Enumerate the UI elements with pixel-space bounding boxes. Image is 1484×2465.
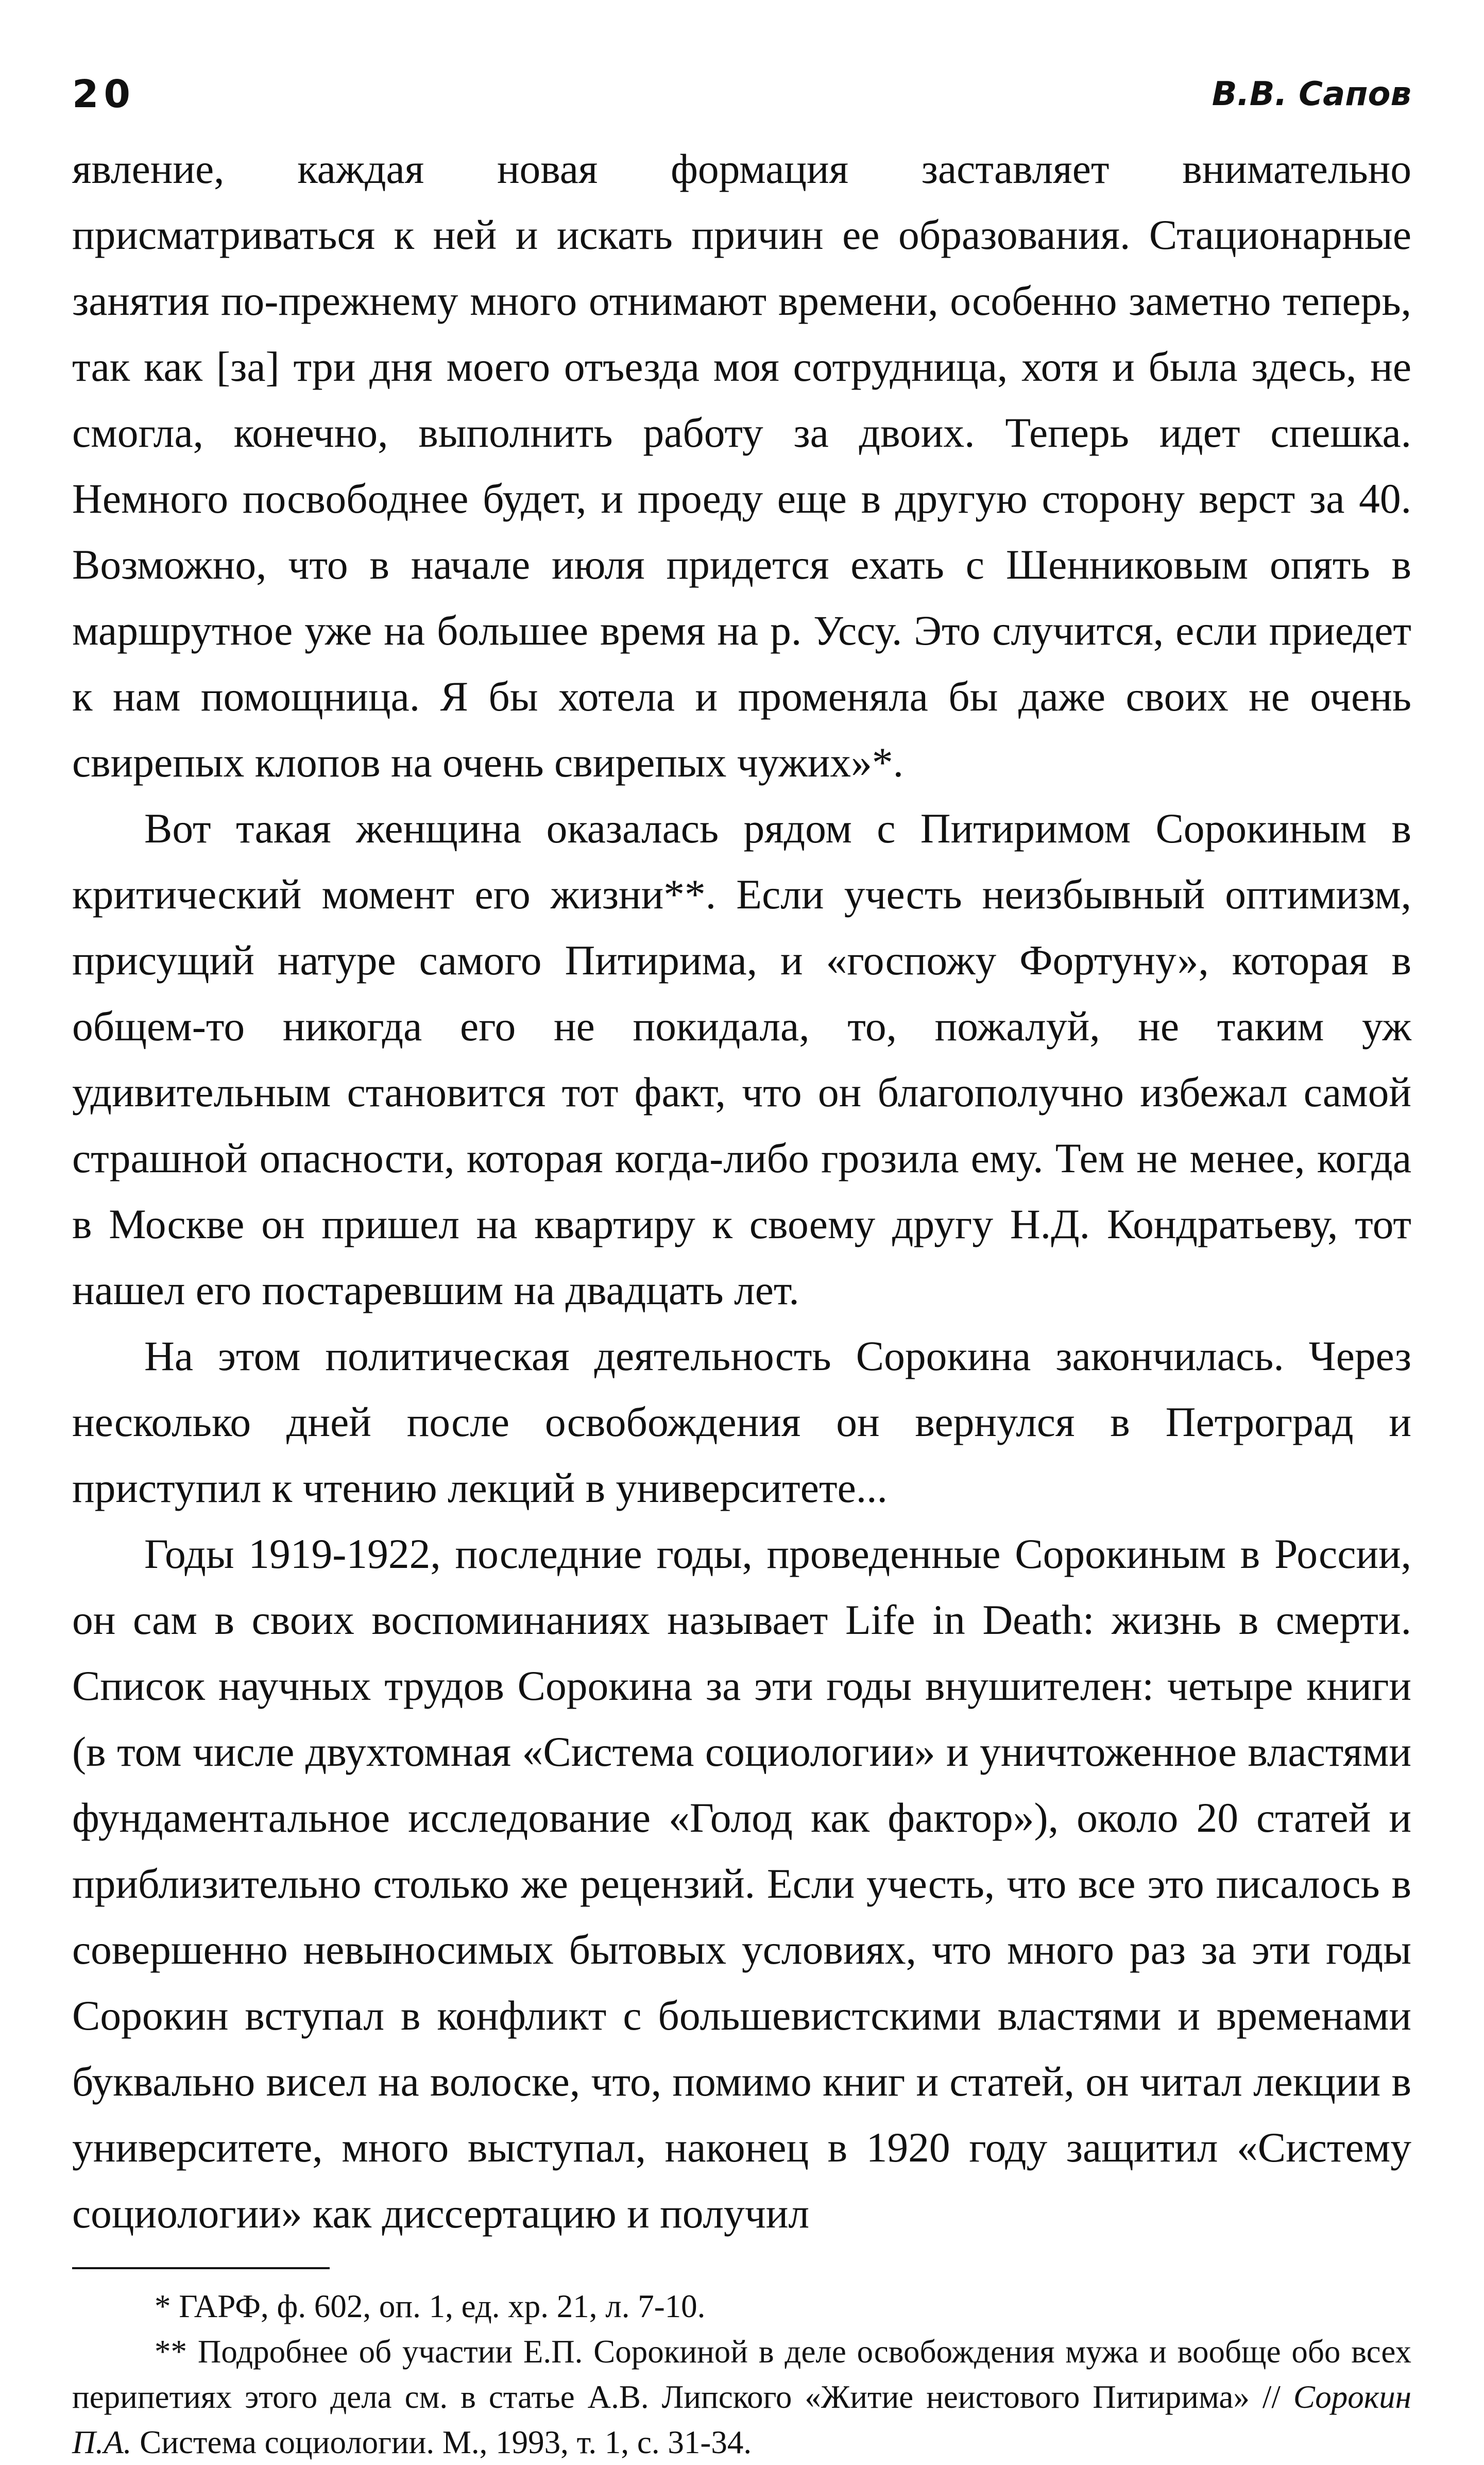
footnote-author: Сорокин П.А. (72, 2379, 1411, 2460)
book-page (72, 72, 1411, 2465)
paragraph: Вот такая женщина оказалась рядом с Питиримом Сорокиным в критический момент его жизни**. Если учесть неизбывный оптимизм, присущий натуре самого Питирима, и «госпожу Фортуну», которая в общем-то никогда его не покидала, то, пожалуй, не таким уж удивительным становится тот факт, что он благополучно избежал самой страшной опасности, которая когда-либо грозила ему. Тем не менее, когда в Москве он пришел на квартиру к своему другу Н.Д. Кондратьеву, тот нашел его постаревшим на двадцать лет. (72, 805, 1411, 1313)
body-text (72, 136, 1411, 2247)
page-header (72, 72, 1411, 129)
footnote-text: Система социологии. М., 1993, т. 1, с. 31-34. (131, 2424, 752, 2460)
page-number: 20 (72, 72, 135, 116)
running-head: В.В. Сапов (1212, 75, 1411, 113)
paragraph: На этом политическая деятельность Сорокина закончилась. Через несколько дней после освобождения он вернулся в Петроград и приступил к чтению лекций в университете... (72, 1332, 1411, 1511)
footnotes (72, 2284, 1411, 2465)
footnote-text: ** Подробнее об участии Е.П. Сорокиной в деле освобождения мужа и вообще обо всех перипетиях этого дела см. в статье А.В. Липского «Житие неистового Питирима» // (72, 2334, 1411, 2415)
footnote: * ГАРФ, ф. 602, оп. 1, ед. хр. 21, л. 7-10. (155, 2288, 706, 2324)
paragraph: Годы 1919-1922, последние годы, проведенные Сорокиным в России, он сам в своих воспоминаниях называет Life in Death: жизнь в смерти. Список научных трудов Сорокина за эти годы внушителен: четыре книги (в том числе двухтомная «Система социологии» и уничтоженное властями фундаментальное исследование «Голод как фактор»), около 20 статей и приблизительно столько же рецензий. Если учесть, что все это писалось в совершенно невыносимых бытовых условиях, что много раз за эти годы Сорокин вступал в конфликт с большевистскими властями и временами буквально висел на волоске, что, помимо книг и статей, он читал лекции в университете, много выступал, наконец в 1920 году защитил «Систему социологии» как диссертацию и получил (72, 1530, 1411, 2237)
footnote (72, 2329, 1411, 2465)
paragraph-continued: явление, каждая новая формация заставляет внимательно присматриваться к ней и искать причин ее образования. Стационарные занятия по-прежнему много отнимают времени, особенно заметно теперь, так как [за] три дня моего отъезда моя сотрудница, хотя и была здесь, не смогла, конечно, выполнить работу за двоих. Теперь идет спешка. Немного посвободнее будет, и проеду еще в другую сторону верст за 40. Возможно, что в начале июля придется ехать с Шенниковым опять в маршрутное уже на большее время на р. Уссу. Это случится, если приедет к нам помощница. Я бы хотела и променяла бы даже своих не очень свирепых клопов на очень свирепых чужих»*. (72, 145, 1411, 786)
footnote-divider (72, 2267, 330, 2269)
